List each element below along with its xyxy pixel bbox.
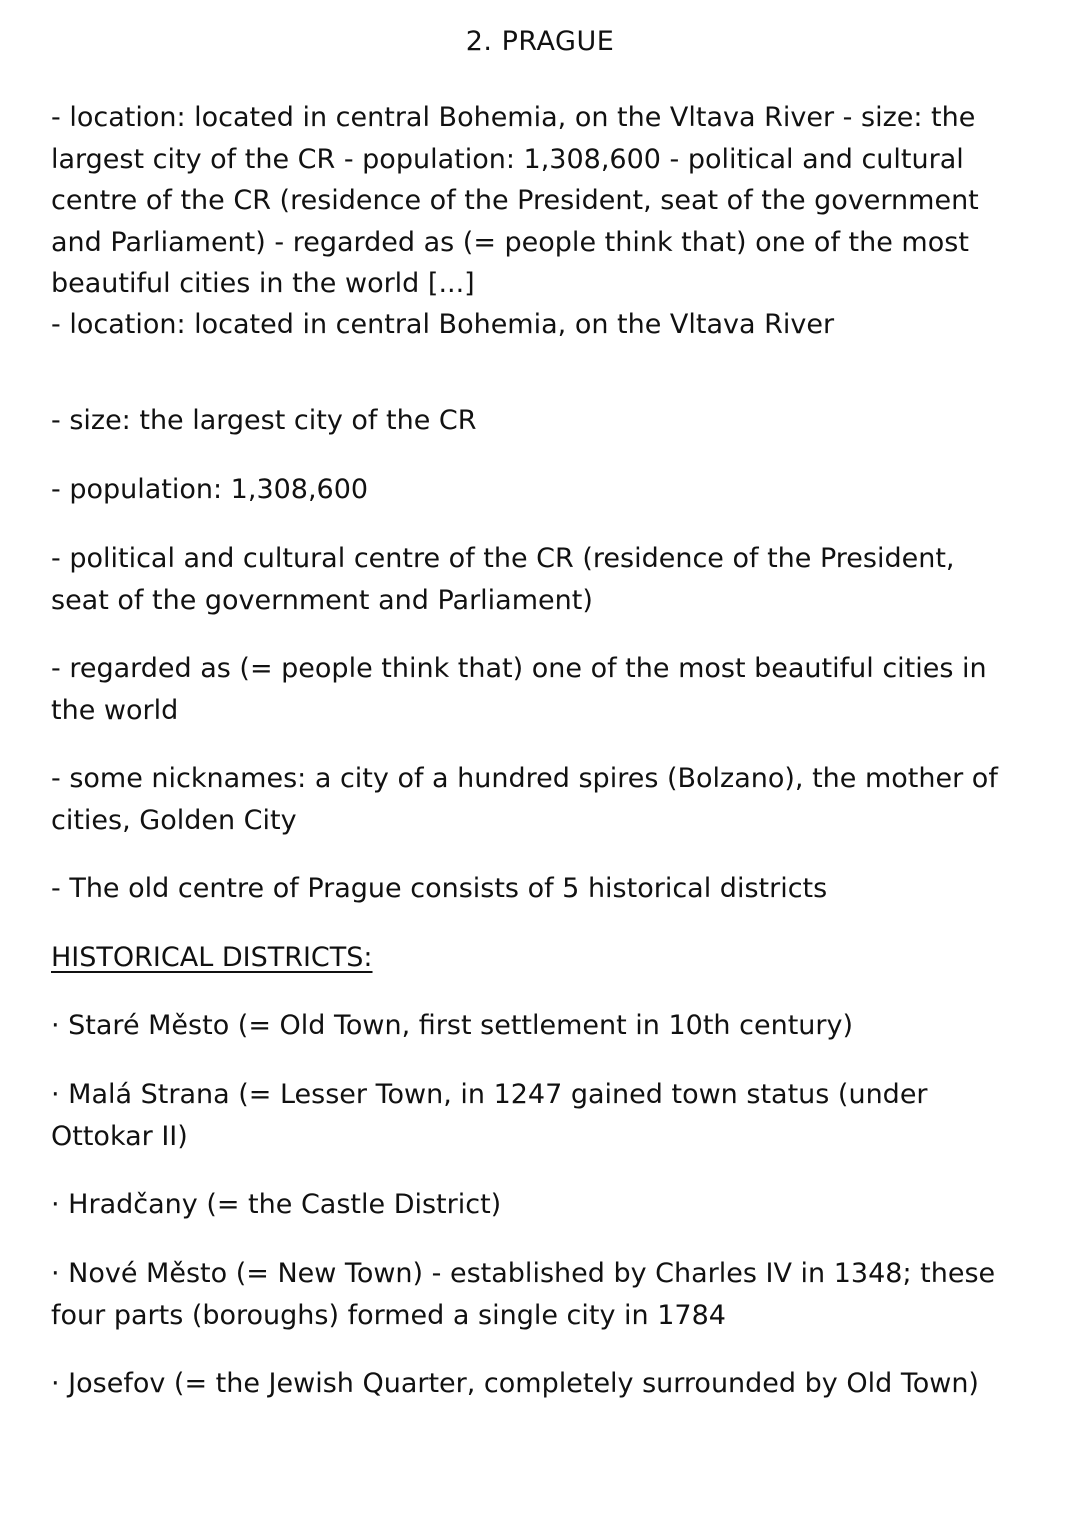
- districts-heading: HISTORICAL DISTRICTS:: [51, 942, 373, 973]
- point-regarded-as: - regarded as (= people think that) one of the most beautiful cities in the world: [51, 653, 987, 726]
- point-population: - population: 1,308,600: [51, 474, 369, 505]
- point-nicknames: - some nicknames: a city of a hundred spires (Bolzano), the mother of cities, Golden City: [51, 763, 998, 836]
- district-mala-strana: · Malá Strana (= Lesser Town, in 1247 gained town status (under Ottokar II): [51, 1079, 928, 1152]
- district-nove-mesto: · Nové Město (= New Town) - established by Charles IV in 1348; these four parts (boroughs) formed a single city in 1784: [51, 1258, 996, 1331]
- summary-paragraph: - location: located in central Bohemia, on the Vltava River - size: the largest city of the CR - population: 1,308,600 - political and cultural centre of the CR (residence of the President, seat of the government and Parliament) - regarded as (= people think that) one of the most beautiful cities in the world [...]: [51, 102, 979, 299]
- district-hradcany: · Hradčany (= the Castle District): [51, 1189, 502, 1220]
- point-location: - location: located in central Bohemia, on the Vltava River: [51, 309, 835, 340]
- district-stare-mesto: · Staré Město (= Old Town, first settlement in 10th century): [51, 1010, 854, 1041]
- point-old-centre: - The old centre of Prague consists of 5 historical districts: [51, 873, 828, 904]
- page-title: 2. PRAGUE: [465, 26, 615, 57]
- district-josefov: · Josefov (= the Jewish Quarter, completely surrounded by Old Town): [51, 1368, 979, 1399]
- point-political-centre: - political and cultural centre of the CR (residence of the President, seat of the government and Parliament): [51, 543, 955, 616]
- point-size: - size: the largest city of the CR: [51, 405, 477, 436]
